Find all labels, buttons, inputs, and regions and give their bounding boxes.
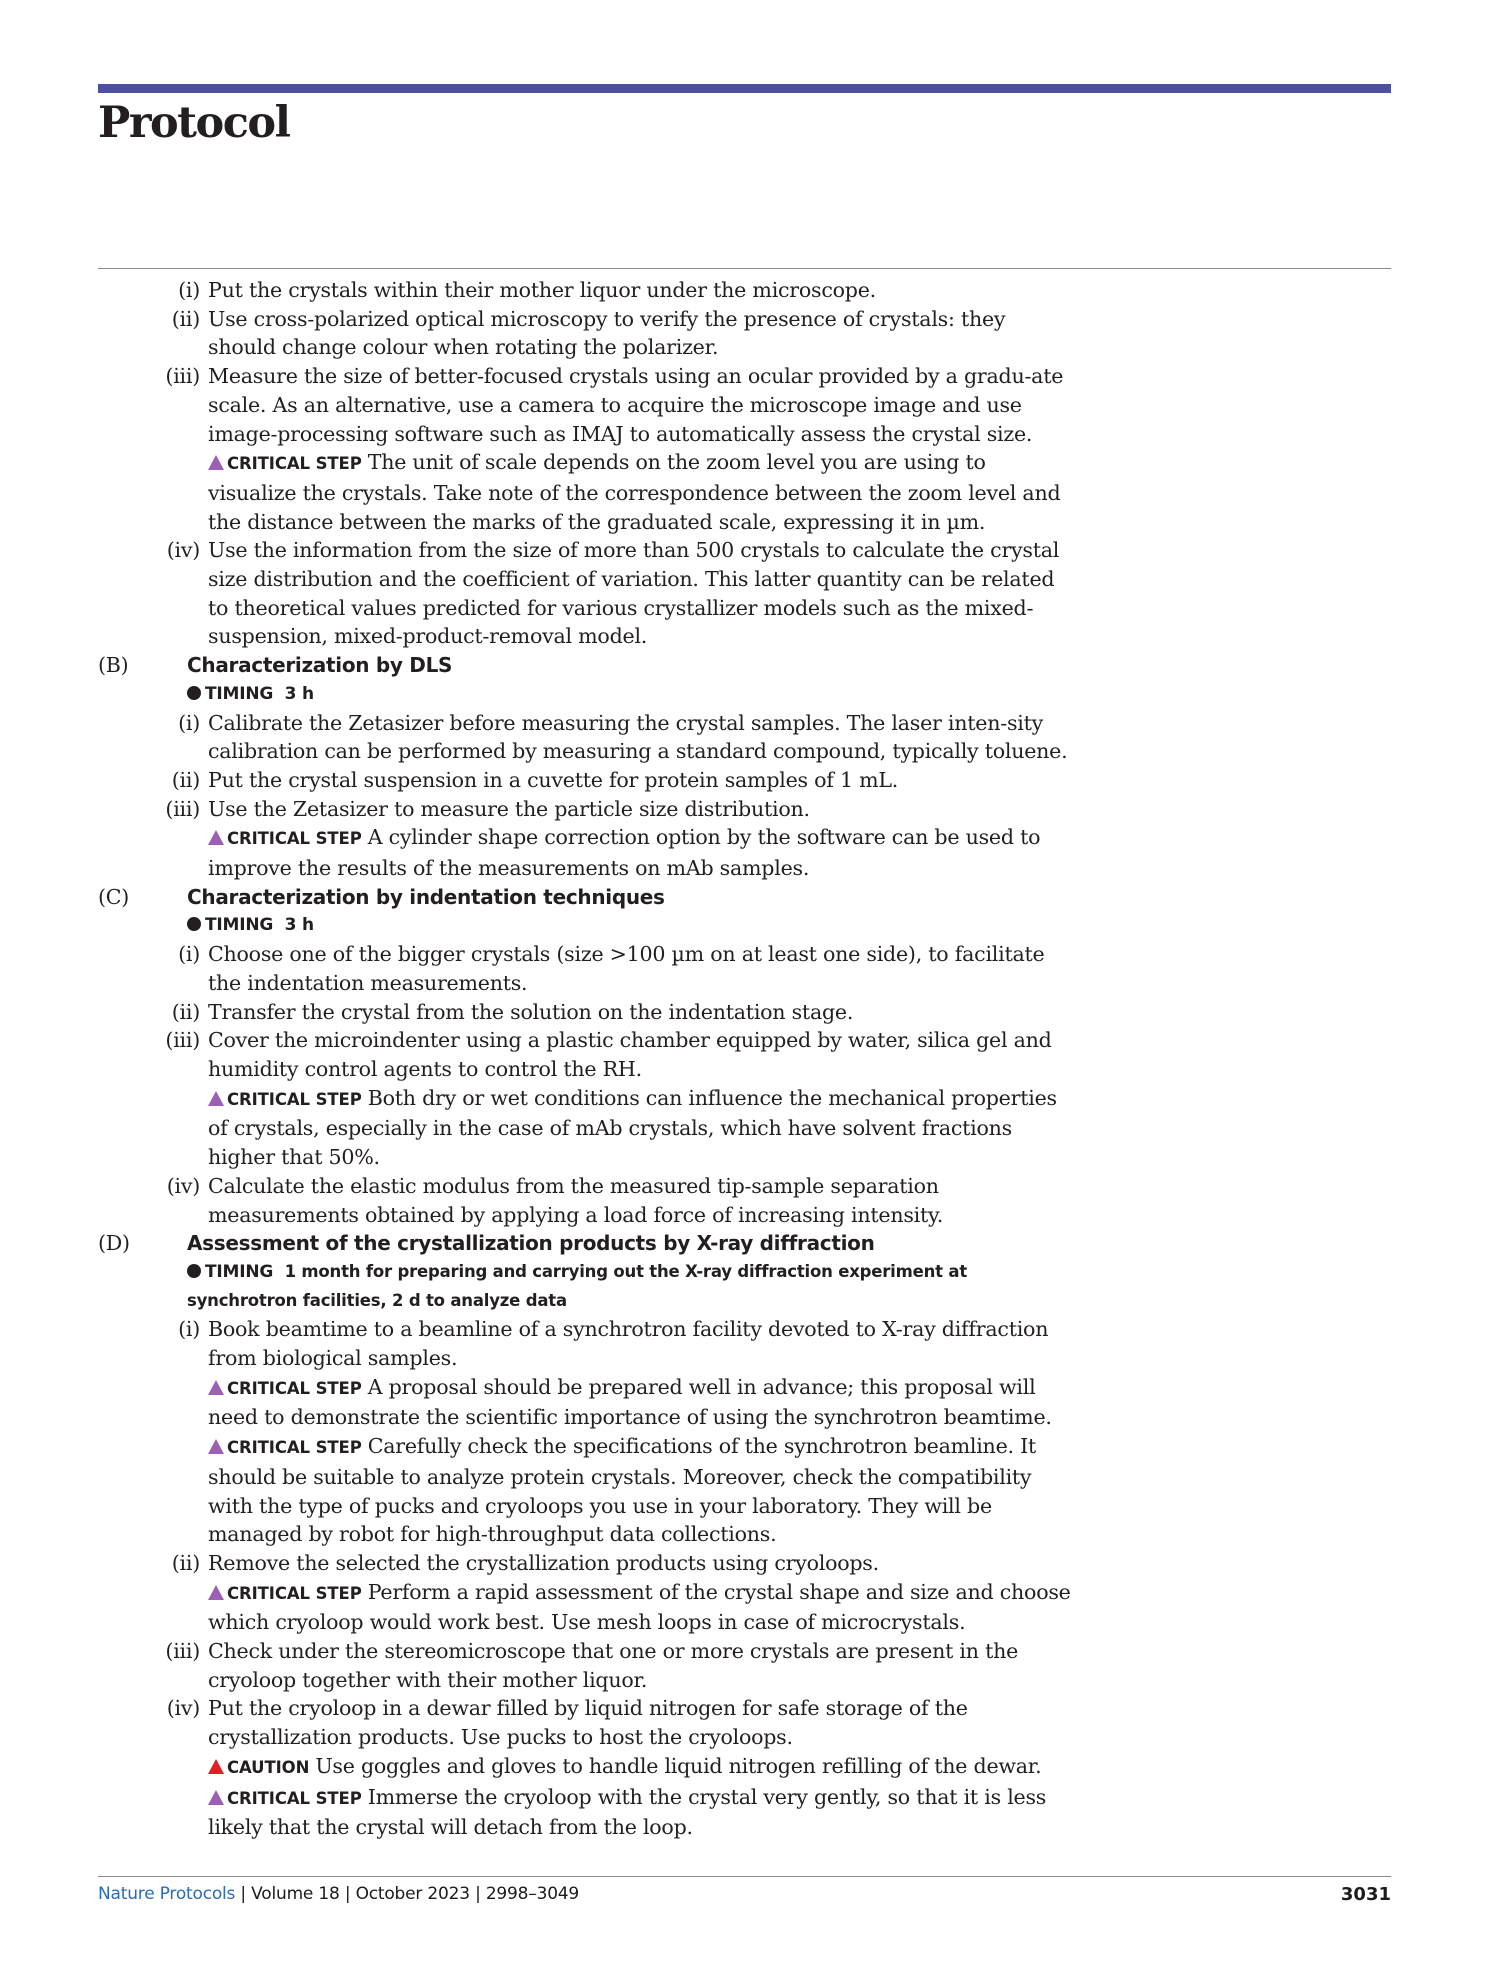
note-text: Perform a rapid assessment of the crystal shape and size and choose which cryoloop would work best. Use mesh loops in case of microcrystals. — [208, 1579, 1071, 1635]
note-keyword: CRITICAL STEP — [227, 1438, 362, 1458]
protocol-step — [98, 1172, 1078, 1229]
note-text: The unit of scale depends on the zoom level you are using to visualize the crystals. Take note of the correspondence between the zoom level and the distance between the marks of the graduated scale, expressing it in µm. — [208, 450, 1061, 534]
footer-date: October 2023 — [355, 1884, 470, 1904]
page-header-title: Protocol — [98, 98, 290, 148]
step-number: (i) — [178, 710, 200, 735]
protocol-step — [98, 276, 1078, 305]
footer-separator: | — [235, 1884, 252, 1904]
critical-step-note — [98, 1432, 1078, 1549]
note-text: Use goggles and gloves to handle liquid nitrogen refilling of the dewar. — [315, 1753, 1042, 1778]
footer-pages: 2998–3049 — [485, 1884, 580, 1904]
header-rule — [98, 84, 1391, 93]
note-keyword: CRITICAL STEP — [227, 1089, 362, 1109]
step-number: (ii) — [171, 767, 200, 792]
footer-volume: Volume 18 — [251, 1884, 340, 1904]
note-text: Both dry or wet conditions can influence the mechanical properties of crystals, especially in the case of mAb crystals, which have solvent fractions higher that 50%. — [208, 1085, 1057, 1170]
protocol-step — [98, 766, 1078, 795]
step-text: Use the Zetasizer to measure the particle size distribution. — [208, 796, 810, 821]
note-text: A cylinder shape correction option by the software can be used to improve the results of the measurements on mAb samples. — [208, 825, 1041, 881]
step-number: (i) — [178, 1317, 200, 1342]
step-number: (iv) — [166, 538, 200, 563]
step-number: (iii) — [165, 1639, 200, 1664]
content-top-rule — [98, 268, 1391, 269]
note-keyword: CRITICAL STEP — [227, 829, 362, 849]
critical-triangle-icon — [208, 1380, 224, 1395]
protocol-step — [98, 362, 1078, 448]
timing-value: 3 h — [284, 683, 314, 704]
step-text: Calibrate the Zetasizer before measuring the crystal samples. The laser inten-sity calibration can be performed by measuring a standard compound, typically toluene. — [208, 710, 1068, 764]
step-number: (iii) — [165, 364, 200, 389]
timing-line — [98, 1258, 1078, 1315]
section-heading — [98, 651, 1078, 680]
protocol-step — [98, 1637, 1078, 1694]
step-number: (ii) — [171, 999, 200, 1024]
timing-bullet-icon — [187, 917, 201, 931]
step-number: (ii) — [171, 306, 200, 331]
step-text: Put the crystals within their mother liquor under the microscope. — [208, 278, 876, 302]
step-text: Put the crystal suspension in a cuvette for protein samples of 1 mL. — [208, 767, 899, 792]
section-letter: (C) — [98, 884, 130, 909]
step-text: Put the cryoloop in a dewar filled by liquid nitrogen for safe storage of the crystallization products. Use pucks to host the cryoloops. — [208, 1696, 968, 1750]
note-keyword: CRITICAL STEP — [227, 1788, 362, 1808]
step-number: (i) — [178, 942, 200, 967]
step-text: Calculate the elastic modulus from the measured tip-sample separation measurements obtained by applying a load force of increasing intensity. — [208, 1173, 943, 1227]
timing-value: 1 month for preparing and carrying out the X-ray diffraction experiment at synchrotron facilities, 2 d to analyze data — [187, 1261, 968, 1310]
protocol-step — [98, 940, 1078, 997]
footer-rule — [98, 1876, 1391, 1877]
section-title: Assessment of the crystallization products by X-ray diffraction — [187, 1231, 875, 1256]
section-heading — [98, 883, 1078, 912]
protocol-step — [98, 1694, 1078, 1751]
step-text: Book beamtime to a beamline of a synchrotron facility devoted to X-ray diffraction from biological samples. — [208, 1317, 1049, 1371]
critical-step-note — [98, 823, 1078, 882]
timing-label: TIMING — [205, 1261, 274, 1282]
timing-bullet-icon — [187, 686, 201, 700]
section-title: Characterization by indentation techniques — [187, 884, 665, 909]
critical-step-note — [98, 1084, 1078, 1172]
note-text: A proposal should be prepared well in advance; this proposal will need to demonstrate the scientific importance of using the synchrotron beamtime. — [208, 1374, 1052, 1430]
step-number: (i) — [178, 278, 200, 302]
step-text: Cover the microindenter using a plastic chamber equipped by water, silica gel and humidity control agents to control the RH. — [208, 1028, 1052, 1081]
critical-step-note — [98, 1578, 1078, 1637]
step-text: Remove the selected the crystallization products using cryoloops. — [208, 1550, 879, 1575]
section-letter: (D) — [98, 1231, 130, 1256]
caution-triangle-icon — [208, 1759, 224, 1774]
note-text: Carefully check the specifications of the synchrotron beamline. It should be suitable to analyze protein crystals. Moreover, check the compatibility with the type of pucks and cryoloops you use in your laboratory. They will be managed by robot for high-throughput data collections. — [208, 1434, 1037, 1547]
protocol-step — [98, 305, 1078, 362]
critical-triangle-icon — [208, 455, 224, 470]
timing-line — [98, 680, 1078, 709]
step-text: Use the information from the size of more than 500 crystals to calculate the crystal size distribution and the coefficient of variation. This latter quantity can be related to theoretical values predicted for various crystallizer models such as the mixed-suspension, mixed-product-removal model. — [208, 538, 1060, 649]
timing-label: TIMING — [205, 915, 274, 936]
step-text: Check under the stereomicroscope that one or more crystals are present in the cryoloop together with their mother liquor. — [208, 1639, 1019, 1692]
footer-journal-name[interactable]: Nature Protocols — [98, 1884, 236, 1904]
section-title: Characterization by DLS — [187, 653, 453, 678]
protocol-step — [98, 1549, 1078, 1578]
critical-triangle-icon — [208, 830, 224, 845]
step-number: (iii) — [165, 796, 200, 821]
critical-triangle-icon — [208, 1790, 224, 1805]
step-number: (ii) — [171, 1550, 200, 1575]
critical-triangle-icon — [208, 1439, 224, 1454]
footer-separator: | — [339, 1884, 356, 1904]
footer-separator: | — [469, 1884, 486, 1904]
protocol-step — [98, 998, 1078, 1027]
critical-step-note — [98, 1373, 1078, 1432]
protocol-step — [98, 1026, 1078, 1083]
timing-label: TIMING — [205, 683, 274, 704]
critical-step-note — [98, 1783, 1078, 1842]
section-heading — [98, 1229, 1078, 1258]
note-keyword: CRITICAL STEP — [227, 1378, 362, 1398]
timing-line — [98, 911, 1078, 940]
section-letter: (B) — [98, 653, 129, 678]
caution-note — [98, 1752, 1078, 1783]
protocol-step — [98, 536, 1078, 651]
step-number: (iv) — [166, 1173, 200, 1198]
note-keyword: CAUTION — [227, 1757, 310, 1777]
protocol-body — [98, 276, 1078, 1842]
step-text: Choose one of the bigger crystals (size >100 µm on at least one side), to facilitate the indentation measurements. — [208, 942, 1045, 995]
protocol-step — [98, 1315, 1078, 1372]
protocol-step — [98, 709, 1078, 766]
step-number: (iii) — [165, 1028, 200, 1053]
critical-triangle-icon — [208, 1585, 224, 1600]
note-keyword: CRITICAL STEP — [227, 1583, 362, 1603]
protocol-step — [98, 795, 1078, 824]
critical-triangle-icon — [208, 1091, 224, 1106]
step-number: (iv) — [166, 1696, 200, 1721]
page-number: 3031 — [1340, 1884, 1391, 1905]
timing-value: 3 h — [284, 915, 314, 936]
step-text: Measure the size of better-focused crystals using an ocular provided by a gradu-ate scale. As an alternative, use a camera to acquire the microscope image and use image-processing software such as IMAJ to automatically assess the crystal size. — [208, 364, 1064, 446]
note-keyword: CRITICAL STEP — [227, 454, 362, 474]
step-text: Use cross-polarized optical microscopy to verify the presence of crystals: they should change colour when rotating the polarizer. — [208, 306, 1006, 360]
step-text: Transfer the crystal from the solution on the indentation stage. — [208, 999, 854, 1024]
critical-step-note — [98, 448, 1078, 536]
timing-bullet-icon — [187, 1264, 201, 1278]
footer-citation — [98, 1884, 579, 1904]
note-text: Immerse the cryoloop with the crystal very gently, so that it is less likely that the crystal will detach from the loop. — [208, 1784, 1047, 1840]
